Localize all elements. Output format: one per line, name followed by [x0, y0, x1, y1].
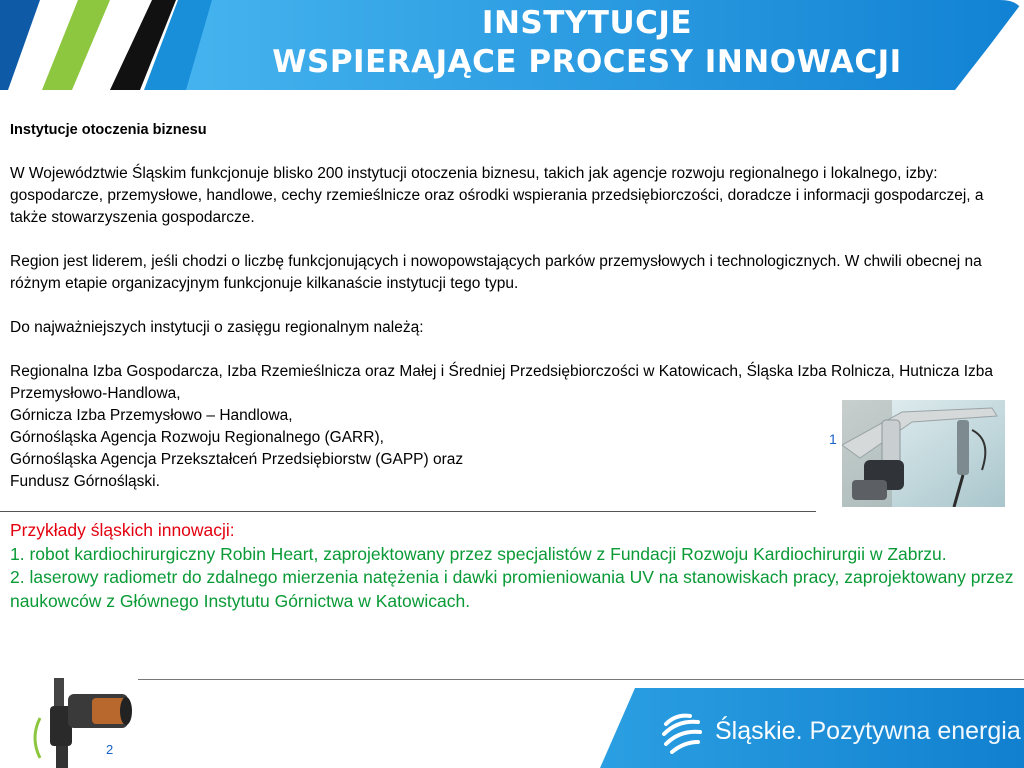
robot-photo-number: 1: [829, 431, 837, 447]
page-number: 2: [106, 742, 114, 757]
footer-divider: [138, 679, 1024, 680]
paragraph-list-lead: Do najważniejszych instytucji o zasięgu regionalnym należą:: [10, 319, 424, 336]
institution-item: Regionalna Izba Gospodarcza, Izba Rzemieślnicza oraz Małej i Średniej Przedsiębiorczości w Katowicach, Śląska Izba Rolnicza, Hutnicza Izba Przemysłowo-Handlowa,: [10, 363, 993, 402]
institution-item: Górnośląska Agencja Rozwoju Regionalnego (GARR),: [10, 429, 384, 446]
paragraph-intro: W Województwie Śląskim funkcjonuje blisko 200 instytucji otoczenia biznesu, takich jak agencje rozwoju regionalnego i lokalnego, izby: gospodarcze, przemysłowe, handlowe, cechy rzemieślnicze oraz ośrodki wspierania przedsiębiorczości, doradcze i informacji gospodarczej, a także stowarzyszenia gospodarcze.: [10, 165, 984, 226]
title-line-2: WSPIERAJĄCE PROCESY INNOWACJI: [272, 44, 902, 80]
examples-title: Przykłady śląskich innowacji:: [10, 520, 235, 540]
institution-item: Górnośląska Agencja Przekształceń Przedsiębiorstw (GAPP) oraz: [10, 451, 464, 468]
innovation-examples: [10, 519, 1015, 613]
content-divider: [0, 511, 816, 512]
example-item-1: 1. robot kardiochirurgiczny Robin Heart, zaprojektowany przez specjalistów z Fundacji Rozwoju Kardiochirurgii w Zabrzu.: [10, 543, 947, 564]
institution-item: Górnicza Izba Przemysłowo – Handlowa,: [10, 407, 293, 424]
institution-item: Fundusz Górnośląski.: [10, 473, 160, 490]
example-item-2: 2. laserowy radiometr do zdalnego mierzenia natężenia i dawki promieniowania UV na stanowiskach pracy, zaprojektowany przez naukowców z Głównego Instytutu Górnictwa w Katowicach.: [10, 567, 1014, 611]
slide-title: [150, 4, 1024, 82]
paragraph-region: Region jest liderem, jeśli chodzi o liczbę funkcjonujących i nowopowstających parków przemysłowych i technologicznych. W chwili obecnej na różnym etapie organizacyjnym funkcjonuje kilkanaście instytucji tego typu.: [10, 253, 982, 292]
brand-wordmark: [715, 716, 1021, 746]
title-line-1: INSTYTUCJE: [481, 5, 693, 41]
brand-name: Śląskie.: [715, 717, 803, 745]
brand-slogan: Pozytywna energia: [809, 717, 1021, 745]
slaskie-logo-icon: [660, 710, 704, 754]
section-heading: Instytucje otoczenia biznesu: [10, 122, 207, 138]
radiometer-photo: [10, 668, 138, 768]
robot-heart-photo: [842, 400, 1005, 507]
